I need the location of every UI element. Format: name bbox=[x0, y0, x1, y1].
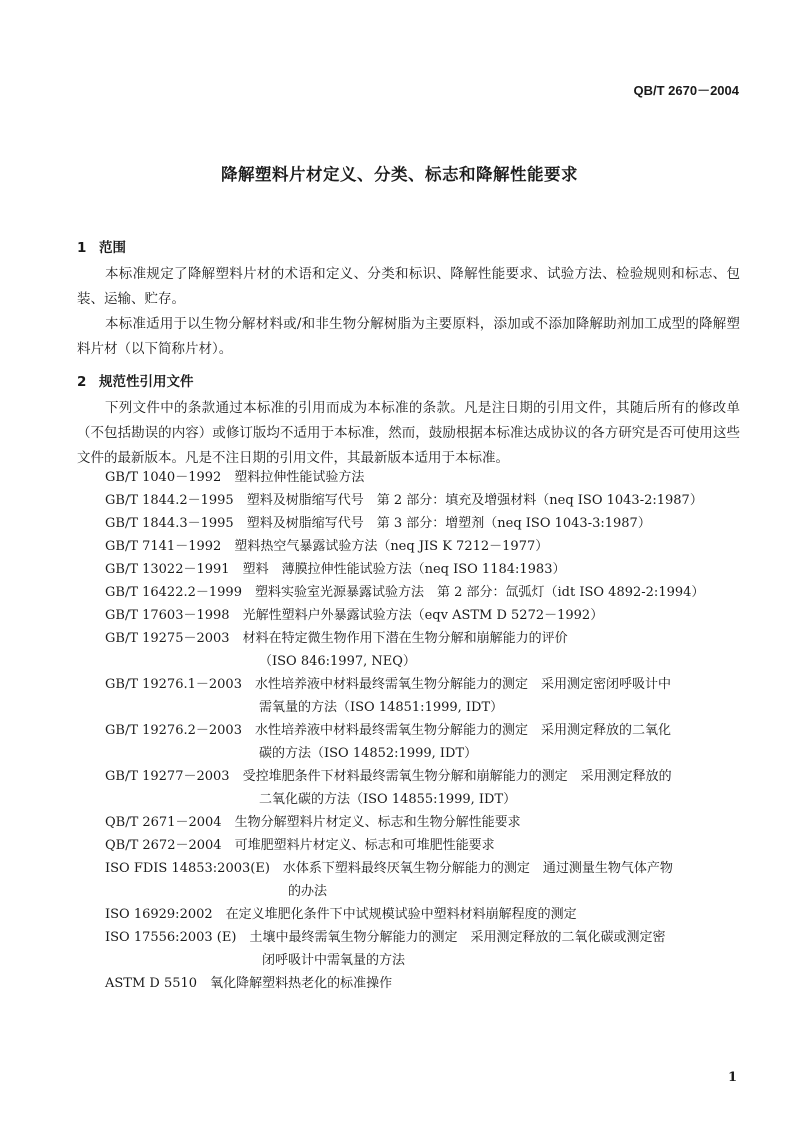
reference-title: 塑料实验室光源暴露试验方法 第 2 部分：氙弧灯（idt ISO 4892-2:1994） bbox=[254, 585, 705, 600]
reference-title: 光解性塑料户外暴露试验方法（eqv ASTM D 5272－1992） bbox=[242, 608, 604, 623]
reference-code: ISO 17556:2003 (E) bbox=[105, 930, 237, 945]
reference-code: GB/T 19277－2003 bbox=[105, 769, 230, 784]
reference-code: QB/T 2671－2004 bbox=[105, 815, 222, 830]
reference-code: GB/T 17603－1998 bbox=[105, 608, 230, 623]
reference-item bbox=[105, 765, 672, 784]
reference-title: 塑料热空气暴露试验方法（neq JIS K 7212－1977） bbox=[234, 539, 549, 554]
section-2-body bbox=[77, 396, 740, 471]
reference-continuation: 的办法 bbox=[288, 884, 328, 899]
reference-item bbox=[105, 834, 495, 853]
reference-title: 土壤中最终需氧生物分解能力的测定 采用测定释放的二氧化碳或测定密 bbox=[249, 930, 666, 945]
paragraph: 下列文件中的条款通过本标准的引用而成为本标准的条款。凡是注日期的引用文件，其随后所有的修改单（不包括勘误的内容）或修订版均不适用于本标准，然而，鼓励根据本标准达成协议的各方研究是否可使用这些文件的最新版本。凡是不注日期的引用文件，其最新版本适用于本标准。 bbox=[77, 400, 740, 466]
reference-code: GB/T 1040－1992 bbox=[105, 470, 222, 485]
page-number: 1 bbox=[727, 1070, 737, 1085]
section-2-heading bbox=[77, 370, 194, 390]
reference-title: 水性培养液中材料最终需氧生物分解能力的测定 采用测定释放的二氧化 bbox=[254, 723, 671, 738]
reference-code: GB/T 13022－1991 bbox=[105, 562, 230, 577]
reference-title: 水性培养液中材料最终需氧生物分解能力的测定 采用测定密闭呼吸计中 bbox=[254, 677, 671, 692]
section-title: 规范性引用文件 bbox=[99, 374, 194, 390]
section-1-heading bbox=[77, 236, 126, 256]
reference-continuation: 需氧量的方法（ISO 14851:1999, IDT） bbox=[259, 700, 504, 715]
reference-title: 塑料拉伸性能试验方法 bbox=[234, 470, 365, 485]
reference-title: 生物分解塑料片材定义、标志和生物分解性能要求 bbox=[234, 815, 521, 830]
reference-code: ISO 16929:2002 bbox=[105, 907, 213, 922]
reference-code: GB/T 19276.2－2003 bbox=[105, 723, 242, 738]
reference-item bbox=[105, 627, 568, 646]
reference-code: GB/T 1844.2－1995 bbox=[105, 493, 234, 508]
section-title: 范围 bbox=[99, 240, 126, 256]
reference-item bbox=[105, 857, 673, 876]
reference-code: GB/T 19275－2003 bbox=[105, 631, 230, 646]
reference-code: ISO FDIS 14853:2003(E) bbox=[105, 861, 270, 876]
reference-item bbox=[105, 719, 671, 738]
reference-continuation: 闭呼吸计中需氧量的方法 bbox=[262, 953, 406, 968]
section-number: 2 bbox=[77, 374, 87, 390]
reference-code: GB/T 16422.2－1999 bbox=[105, 585, 242, 600]
page-title: 降解塑料片材定义、分类、标志和降解性能要求 bbox=[221, 165, 578, 184]
reference-item bbox=[105, 581, 704, 600]
reference-item bbox=[105, 489, 703, 508]
reference-title: 材料在特定微生物作用下潜在生物分解和崩解能力的评价 bbox=[242, 631, 568, 646]
reference-continuation: （ISO 846:1997, NEQ） bbox=[259, 654, 416, 669]
reference-title: 在定义堆肥化条件下中试规模试验中塑料材料崩解程度的测定 bbox=[225, 907, 577, 922]
reference-item bbox=[105, 535, 548, 554]
section-number: 1 bbox=[77, 240, 87, 256]
reference-title: 水体系下塑料最终厌氧生物分解能力的测定 通过测量生物气体产物 bbox=[282, 861, 673, 876]
reference-code: GB/T 1844.3－1995 bbox=[105, 516, 234, 531]
reference-code: QB/T 2672－2004 bbox=[105, 838, 222, 853]
reference-title: 塑料 薄膜拉伸性能试验方法（neq ISO 1184:1983） bbox=[242, 562, 566, 577]
reference-title: 氧化降解塑料热老化的标准操作 bbox=[210, 976, 393, 991]
section-1-body bbox=[77, 262, 740, 362]
reference-item bbox=[105, 558, 565, 577]
reference-title: 塑料及树脂缩写代号 第 3 部分：增塑剂（neq ISO 1043-3:1987） bbox=[246, 516, 651, 531]
reference-item bbox=[105, 466, 364, 485]
reference-title: 可堆肥塑料片材定义、标志和可堆肥性能要求 bbox=[234, 838, 495, 853]
reference-code: GB/T 19276.1－2003 bbox=[105, 677, 242, 692]
reference-item bbox=[105, 604, 603, 623]
reference-item bbox=[105, 903, 577, 922]
standard-code: QB/T 2670－2004 bbox=[633, 83, 739, 98]
reference-item bbox=[105, 926, 665, 945]
reference-title: 塑料及树脂缩写代号 第 2 部分：填充及增强材料（neq ISO 1043-2:1987） bbox=[246, 493, 703, 508]
reference-continuation: 碳的方法（ISO 14852:1999, IDT） bbox=[259, 746, 478, 761]
reference-item bbox=[105, 972, 392, 991]
reference-code: ASTM D 5510 bbox=[105, 976, 198, 991]
reference-item bbox=[105, 811, 521, 830]
reference-item bbox=[105, 673, 671, 692]
reference-code: GB/T 7141－1992 bbox=[105, 539, 222, 554]
paragraph: 本标准适用于以生物分解材料或/和非生物分解树脂为主要原料，添加或不添加降解助剂加工成型的降解塑料片材（以下简称片材）。 bbox=[77, 316, 740, 357]
reference-title: 受控堆肥条件下材料最终需氧生物分解和崩解能力的测定 采用测定释放的 bbox=[242, 769, 672, 784]
reference-item bbox=[105, 512, 651, 531]
paragraph: 本标准规定了降解塑料片材的术语和定义、分类和标识、降解性能要求、试验方法、检验规则和标志、包装、运输、贮存。 bbox=[77, 266, 740, 307]
reference-continuation: 二氧化碳的方法（ISO 14855:1999, IDT） bbox=[259, 792, 517, 807]
